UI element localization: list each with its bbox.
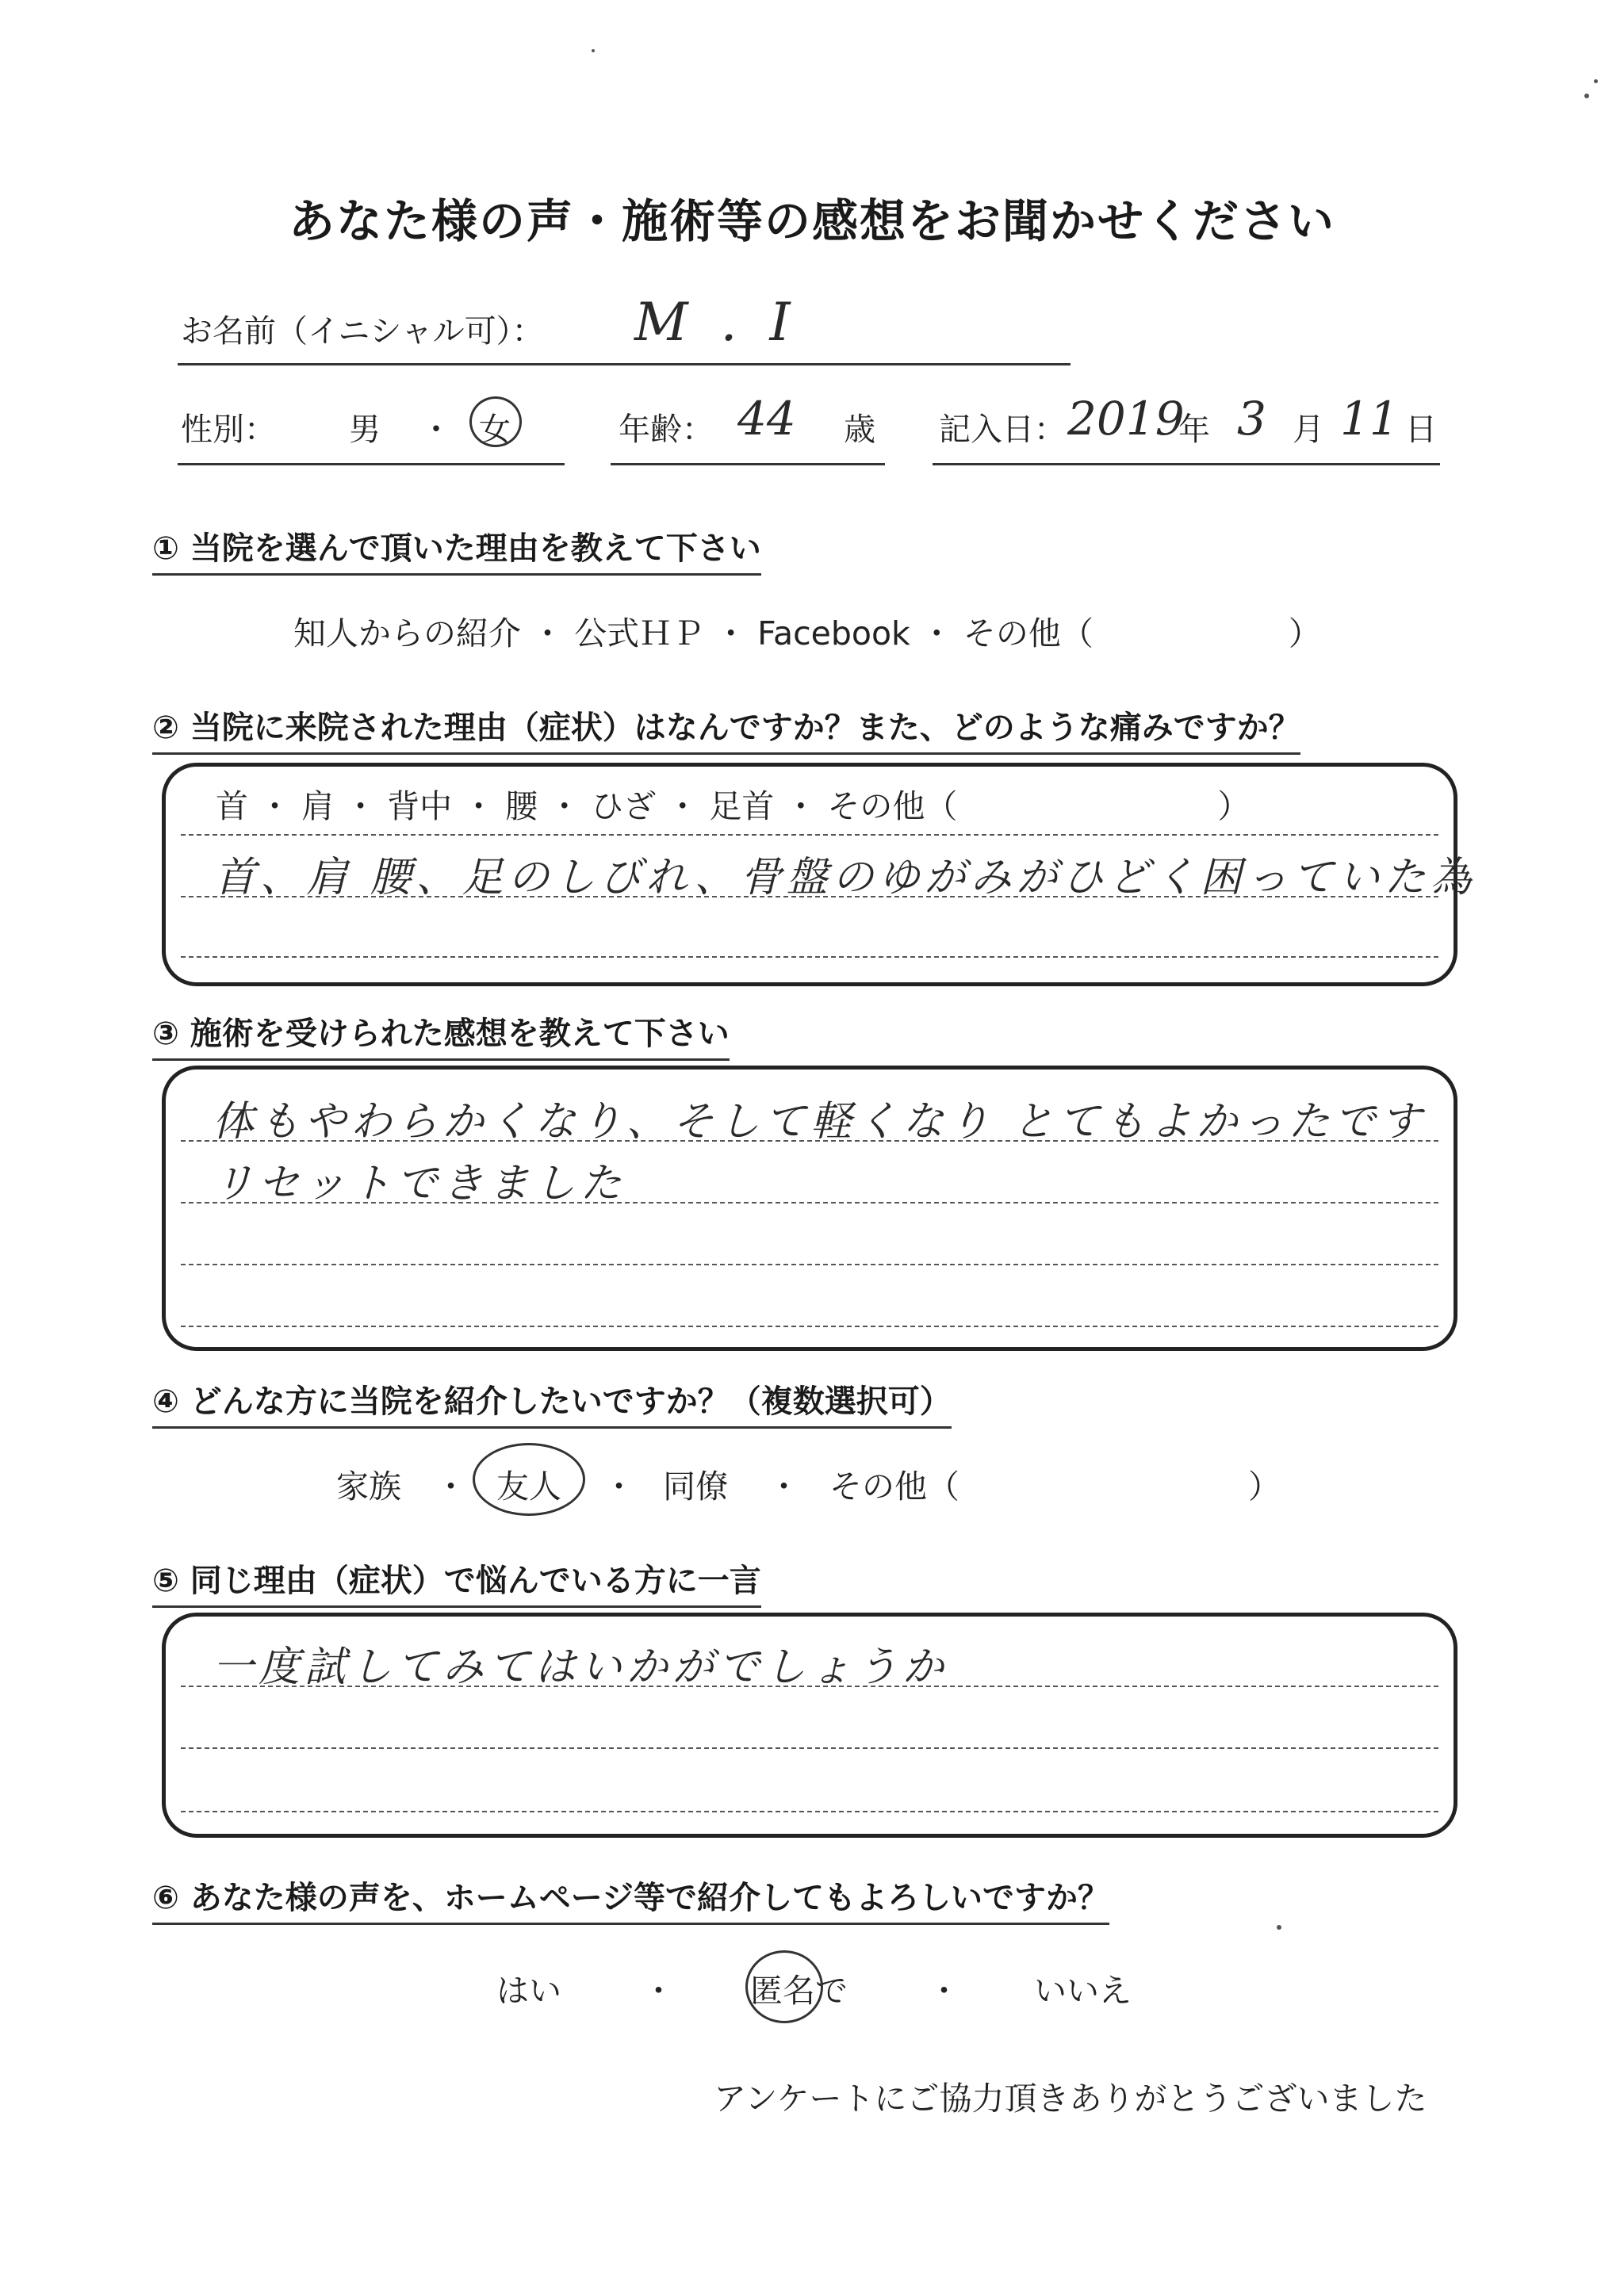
publish-option-anonymous[interactable]: 匿名で: [750, 1972, 848, 2010]
question-5-label: ⑤ 同じ理由（症状）で悩んでいる方に一言: [152, 1556, 761, 1608]
recommend-option-colleague[interactable]: 同僚: [663, 1468, 728, 1506]
name-value: M . I: [634, 292, 799, 353]
question-3-answer-line-1: 体もやわらかくなり、そして軽くなり とてもよかったです: [213, 1098, 1427, 1146]
recommend-option-other-close: ）: [1248, 1468, 1281, 1506]
day-unit: 日: [1405, 411, 1437, 448]
question-2-answer: 首、肩 腰、足のしびれ、骨盤のゆがみがひどく困っていた為: [214, 854, 1477, 901]
age-unit: 歳: [844, 411, 875, 448]
gender-female[interactable]: 女: [479, 411, 511, 448]
thank-you-footer: アンケートにご協力頂きありがとうございました: [714, 2080, 1427, 2118]
year-value: 2019: [1067, 392, 1185, 446]
answer-line: [181, 1140, 1438, 1142]
recommend-selection-circle: [473, 1443, 585, 1516]
recommend-separator: ・: [768, 1468, 800, 1506]
publish-separator: ・: [928, 1972, 960, 2010]
publish-selection-circle: [745, 1950, 823, 2023]
answer-line: [181, 1264, 1438, 1265]
recommend-option-other[interactable]: その他（: [829, 1468, 959, 1506]
question-3-answer-line-2: リセットできました: [213, 1160, 626, 1207]
answer-line: [181, 1326, 1438, 1327]
age-value: 44: [737, 392, 796, 446]
month-unit: 月: [1293, 411, 1324, 448]
name-label: お名前（イニシャル可）：: [181, 313, 544, 350]
answer-line: [181, 1202, 1438, 1203]
gender-male[interactable]: 男: [349, 411, 381, 448]
scan-speck: [1277, 1925, 1281, 1930]
gender-underline: [178, 463, 565, 465]
question-1-options[interactable]: 知人からの紹介 ・ 公式ＨＰ ・ Facebook ・ その他（ ）: [293, 614, 1321, 652]
age-underline: [611, 463, 885, 465]
gender-separator: ・: [420, 411, 452, 448]
scan-speck: [592, 49, 595, 52]
answer-line: [181, 834, 1438, 836]
question-6-label: ⑥ あなた様の声を、ホームページ等で紹介してもよろしいですか？: [152, 1873, 1109, 1925]
scan-speck: [1584, 94, 1589, 98]
age-label: 年齢：: [619, 411, 714, 448]
question-3-label: ③ 施術を受けられた感想を教えて下さい: [152, 1008, 730, 1061]
answer-line: [181, 956, 1438, 958]
month-value: 3: [1237, 392, 1266, 446]
publish-separator: ・: [642, 1972, 675, 2010]
question-4-label: ④ どんな方に当院を紹介したいですか？（複数選択可）: [152, 1376, 952, 1429]
publish-option-no[interactable]: いいえ: [1034, 1972, 1132, 2010]
publish-option-yes[interactable]: はい: [496, 1972, 561, 2010]
gender-selection-circle: [469, 396, 522, 447]
answer-line: [181, 1811, 1438, 1812]
answer-line: [181, 896, 1438, 897]
date-underline: [933, 463, 1440, 465]
recommend-option-friend[interactable]: 友人: [496, 1468, 561, 1506]
date-label: 記入日：: [939, 411, 1066, 448]
question-2-label: ② 当院に来院された理由（症状）はなんですか？また、どのような痛みですか？: [152, 702, 1300, 755]
answer-line: [181, 1686, 1438, 1687]
question-1-label: ① 当院を選んで頂いた理由を教えて下さい: [152, 523, 761, 576]
name-underline: [178, 363, 1071, 365]
scan-speck: [1594, 79, 1598, 83]
question-5-answer: 一度試してみてはいかがでしょうか: [213, 1644, 949, 1691]
recommend-separator: ・: [435, 1468, 467, 1506]
gender-label: 性別：: [181, 411, 276, 448]
recommend-separator: ・: [603, 1468, 635, 1506]
question-2-options[interactable]: 首 ・ 肩 ・ 背中 ・ 腰 ・ ひざ ・ 足首 ・ その他（ ）: [216, 787, 1251, 825]
recommend-option-family[interactable]: 家族: [336, 1468, 401, 1506]
day-value: 11: [1340, 392, 1399, 446]
year-unit: 年: [1178, 411, 1210, 448]
answer-line: [181, 1747, 1438, 1749]
page-title: あなた様の声・施術等の感想をお聞かせください: [288, 194, 1335, 248]
